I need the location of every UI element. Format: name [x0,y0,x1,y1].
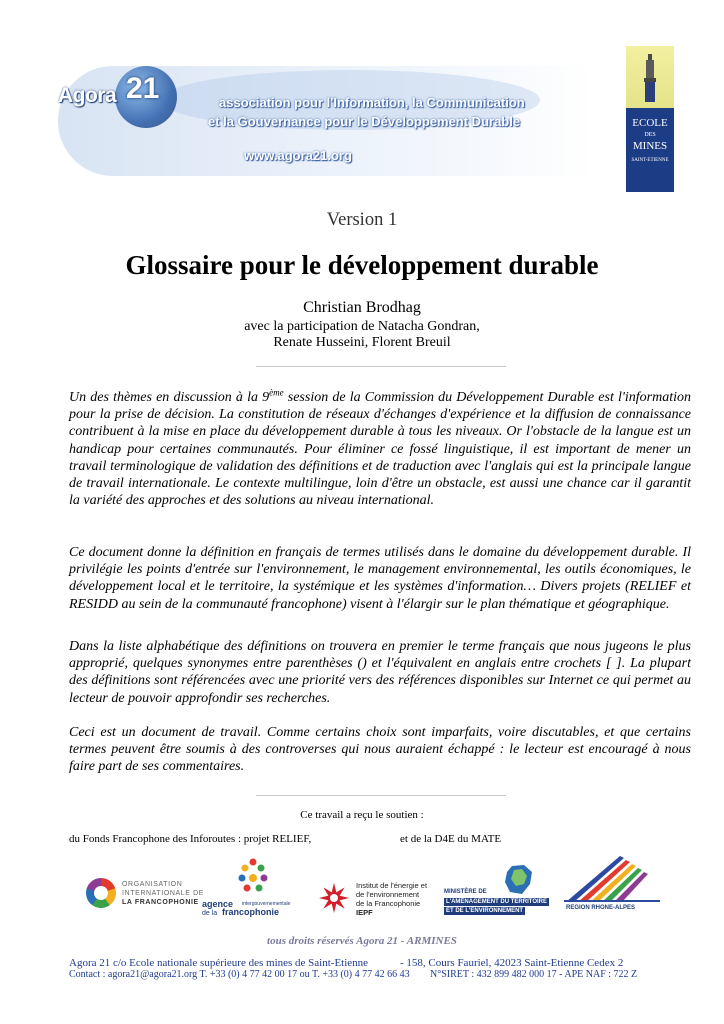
tagline-line-1: association pour l'Information, la Communication [219,95,525,110]
intro-paragraph-3: Dans la liste alphabétique des définitions on trouvera en premier le terme français que nous jugeons le plus approprié, quelques synonymes entre parenthèses () et l'équivalent en anglais entre crochets [ ]. La plupart des définitions sont référencées avec une priorité vers des références disponibles sur Internet ce qui permet au lecteur de pouvoir approfondir ses recherches. [69,639,691,706]
author-name: Christian Brodhag [303,299,421,316]
logo-word: Agora [58,84,117,107]
intro-paragraph-2: Ce document donne la définition en français de termes utilisés dans le domaine du développement durable. Il privilégie les points d'entrée sur l'environnement, le management environnemental, les outils économiques, le développement local et le territoire, la systémique et les systèmes d'information… Divers projets (RELIEF et RESIDD au sein de la communauté francophone) visent à l'élargir sur le plan thématique et géographique. [69,545,691,612]
footer-contact-right: N°SIRET : 432 899 482 000 17 - APE NAF : 722 Z [430,969,638,980]
iepf-line-1: Institut de l'énergie et [356,881,428,890]
divider [256,795,506,796]
agence-line-2b: francophonie [222,907,280,917]
agence-word: agence [202,899,234,909]
rights-notice: tous droits réservés Agora 21 - ARMINES [267,935,457,947]
iepf-line-3: de la Francophonie [356,899,421,908]
mines-line-1: ECOLE [632,117,668,129]
oif-line-3: LA FRANCOPHONIE [122,899,199,906]
footer-address-left: Agora 21 c/o Ecole nationale supérieure des mines de Saint-Etienne [69,957,369,969]
fund-right: et de la D4E du MATE [400,833,502,845]
oif-line-2: INTERNATIONALE DE [122,890,205,897]
statue-icon [643,52,657,104]
participation-line-2: Renate Husseini, Florent Breuil [273,335,451,350]
oif-logo [86,876,205,916]
ministere-logo [444,864,554,916]
tagline-line-2: et la Gouvernance pour le Développement Durable [208,114,521,129]
agora21-url-link[interactable]: www.agora21.org [244,148,352,163]
participation-line-1: avec la participation de Natacha Gondran, [244,319,480,334]
document-title: Glossaire pour le développement durable [125,250,599,280]
ecole-des-mines-logo [626,46,674,192]
ministere-line-2: L'AMÉNAGEMENT DU TERRITOIRE [446,899,547,905]
agence-francophonie-logo [202,858,312,918]
iepf-line-2: de l'environnement [356,890,420,899]
footer-address-right: - 158, Cours Fauriel, 42023 Saint-Etienne Cedex 2 [400,957,624,969]
oif-line-1: ORGANISATION [122,881,183,888]
p1-superscript: ème [269,387,284,398]
france-map-icon [502,864,536,896]
iepf-logo [318,878,436,920]
oif-ring-center [94,886,108,900]
document-version: Version 1 [326,210,398,230]
ministere-line-1: MINISTÈRE DE [444,889,487,895]
iepf-line-4: IEPF [356,908,373,917]
region-rhone-alpes-logo [560,852,664,914]
mines-line-3: MINES [632,140,668,152]
iepf-star-icon [318,882,350,914]
mines-line-2: DES [644,132,656,138]
ministere-line-3: ET DE L'ENVIRONNEMENT [446,908,524,914]
fund-left: du Fonds Francophone des Inforoutes : projet RELIEF, [69,833,312,845]
intro-paragraph-1 [69,389,691,509]
logo-number: 21 [126,72,160,105]
p1-text-start: Un des thèmes en discussion à la 9 [69,390,270,405]
region-label: REGION RHONE-ALPES [566,905,636,911]
agence-line-2: de la [202,910,218,917]
agence-mark-icon [236,858,270,896]
intro-paragraph-4: Ceci est un document de travail. Comme certains choix sont imparfaits, voire discutables, et que certains termes peuvent être soumis à des controverses qui nous auraient échappé : le lecteur est encouragé à nous faire part de ses commentaires. [69,725,691,775]
agence-sub: intergouvernementale [242,901,291,907]
footer-contact-left[interactable]: Contact : agora21@agora21.org T. +33 (0) 4 77 42 00 17 ou T. +33 (0) 4 77 42 66 43 [69,969,410,980]
rhone-alpes-stripes-icon [560,852,664,904]
support-intro: Ce travail a reçu le soutien : [300,809,424,821]
mines-line-4: SAINT-ETIENNE [631,158,669,163]
p1-text-rest: session de la Commission du Développement Durable est l'information pour la prise de décision. La constitution de réseaux d'échanges d'expérience et la diffusion de connaissance contribuent à la mise en place du développement durable à tous les niveaux. Or l'obstacle de la langue est un handicap pour certaines communautés. Pour éliminer ce fossé linguistique, il est important de mener un travail terminologique de validation des définitions et de traduction avec l'anglais qui est la principale langue de travail internationale. Le contexte multilingue, loin d'être un obstacle, est aussi une chance car il garantit la variété des approches et des solutions au niveau international. [69,390,691,509]
divider [256,366,506,367]
agora21-logo [56,68,184,120]
